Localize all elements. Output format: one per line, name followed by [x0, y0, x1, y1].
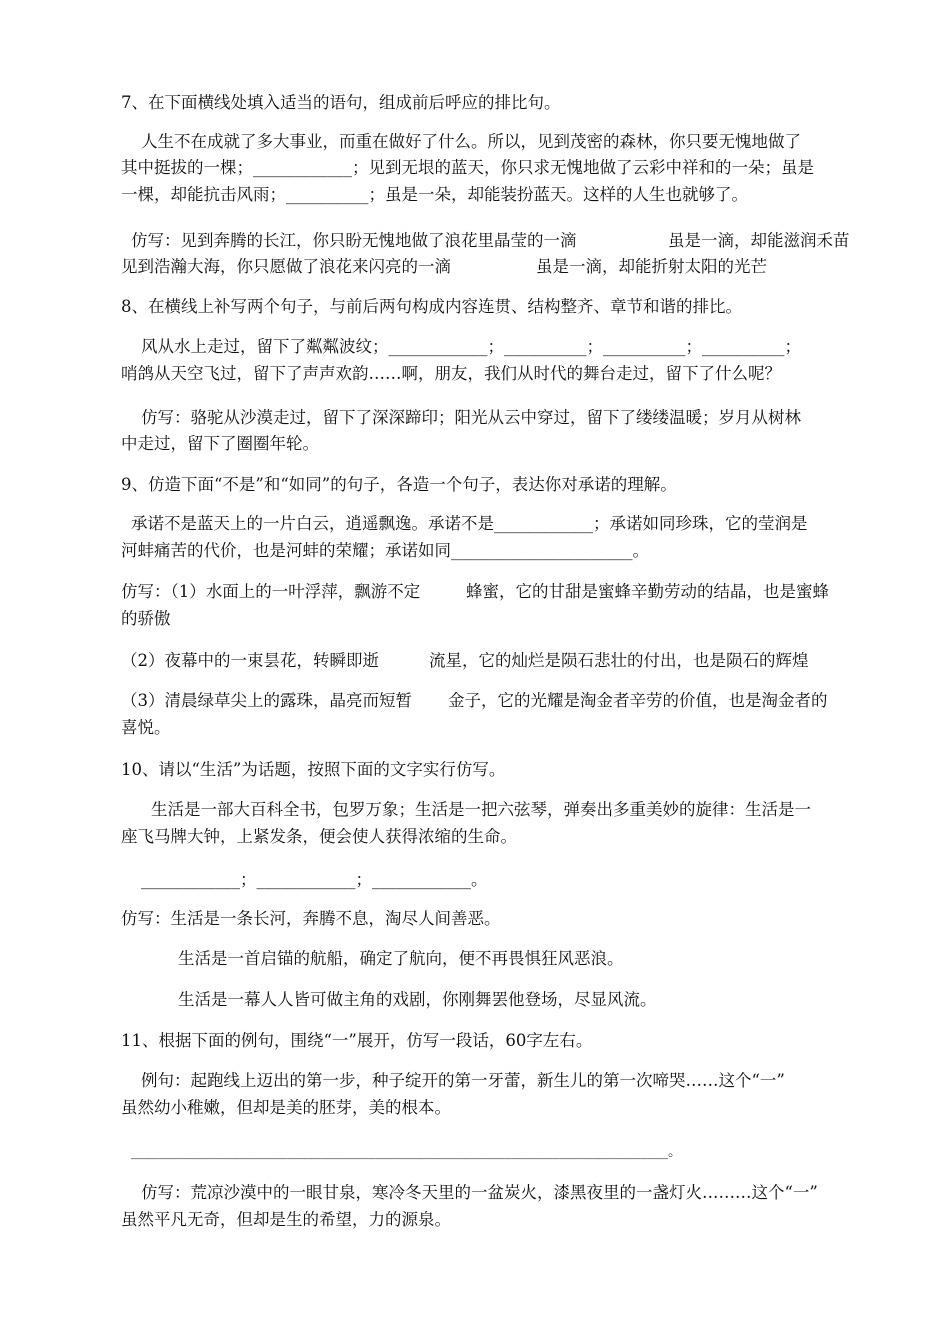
q8-answer-1: 仿写：骆驼从沙漠走过，留下了深深蹄印；阳光从云中穿过，留下了缕缕温暖；岁月从树林 [141, 408, 801, 427]
q7-answer-1a: 仿写：见到奔腾的长江，你只盼无愧地做了浪花里晶莹的一滴 [131, 231, 577, 250]
q7-heading: 7、在下面横线处填入适当的语句，组成前后呼应的排比句。 [121, 93, 561, 112]
q11-heading: 11、根据下面的例句，围绕“一”展开，仿写一段话，60字左右。 [121, 1031, 593, 1050]
q9-heading: 9、仿造下面“不是”和“如同”的句子，各造一个句子，表达你对承诺的理解。 [121, 475, 677, 494]
q11-line-2: 虽然幼小稚嫩，但却是美的胚芽，美的根本。 [121, 1098, 451, 1117]
q7-answer-2b: 虽是一滴，却能折射太阳的光芒 [536, 257, 767, 276]
q9-answer-3a: （3）清晨绿草尖上的露珠，晶亮而短暂 [121, 691, 412, 710]
q10-answer-2: 生活是一首启锚的航船，确定了航向，便不再畏惧狂风恶浪。 [178, 949, 624, 968]
q9-answer-3c: 喜悦。 [121, 718, 171, 737]
q11-blank-line: _______________________________________________________________________________。 [131, 1144, 682, 1160]
q7-answer-1b: 虽是一滴，却能滋润禾苗 [668, 231, 850, 250]
q9-line-1: 承诺不是蓝天上的一片白云，逍遥飘逸。承诺不是____________；承诺如同珍珠，它的莹润是 [131, 514, 808, 533]
q9-answer-1b: 蜂蜜，它的甘甜是蜜蜂辛勤劳动的结晶，也是蜜蜂 [466, 582, 829, 601]
q9-answer-2b: 流星，它的灿烂是陨石悲壮的付出，也是陨石的辉煌 [429, 651, 809, 670]
q10-answer-1: 仿写：生活是一条长河，奔腾不息，淘尽人间善恶。 [121, 909, 501, 928]
q9-answer-1a: 仿写：（1）水面上的一叶浮萍，飘游不定 [121, 582, 421, 601]
q8-answer-2: 中走过，留下了圈圈年轮。 [121, 434, 319, 453]
q11-line-1: 例句：起跑线上迈出的第一步，种子绽开的第一牙蕾，新生儿的第一次啼哭……这个“一” [141, 1071, 785, 1090]
q7-line-1: 人生不在成就了多大事业，而重在做好了什么。所以，见到茂密的森林，你只要无愧地做了 [141, 132, 801, 151]
q10-answer-3: 生活是一幕人人皆可做主角的戏剧，你刚舞罢他登场，尽显风流。 [178, 990, 657, 1009]
q11-answer-2: 虽然平凡无奇，但却是生的希望，力的源泉。 [121, 1210, 451, 1229]
q9-line-2: 河蚌痛苦的代价，也是河蚌的荣耀；承诺如同______________________。 [121, 541, 649, 560]
q10-line-1: 生活是一部大百科全书，包罗万象；生活是一把六弦琴，弹奏出多重美妙的旋律：生活是一 [151, 800, 811, 819]
q10-line-2: 座飞马牌大钟，上紧发条，便会使人获得浓缩的生命。 [121, 827, 517, 846]
q10-blanks: ____________；____________；____________。 [141, 870, 488, 889]
q7-line-3: 一棵，却能抗击风雨；__________；虽是一朵，却能装扮蓝天。这样的人生也就够了。 [121, 185, 748, 204]
q8-line-2: 哨鸽从天空飞过，留下了声声欢韵……啊，朋友，我们从时代的舞台走过，留下了什么呢？ [121, 364, 781, 383]
q8-line-1: 风从水上走过，留下了粼粼波纹；____________；__________；__________；__________； [141, 337, 801, 356]
q11-answer-1: 仿写：荒凉沙漠中的一眼甘泉，寒冷冬天里的一盆炭火，漆黑夜里的一盏灯火………这个“一” [141, 1183, 818, 1202]
q9-answer-2a: （2）夜幕中的一束昙花，转瞬即逝 [121, 651, 379, 670]
q7-answer-2a: 见到浩瀚大海，你只愿做了浪花来闪亮的一滴 [121, 257, 451, 276]
q7-line-2: 其中挺拔的一棵；____________；见到无垠的蓝天，你只求无愧地做了云彩中祥和的一朵；虽是 [121, 158, 814, 177]
q9-answer-3b: 金子，它的光耀是淘金者辛劳的价值，也是淘金者的 [448, 691, 828, 710]
q9-answer-1c: 的骄傲 [121, 609, 171, 628]
q8-heading: 8、在横线上补写两个句子，与前后两句构成内容连贯、结构整齐、章节和谐的排比。 [121, 297, 742, 316]
q10-heading: 10、请以“生活”为话题，按照下面的文字实行仿写。 [121, 760, 506, 779]
